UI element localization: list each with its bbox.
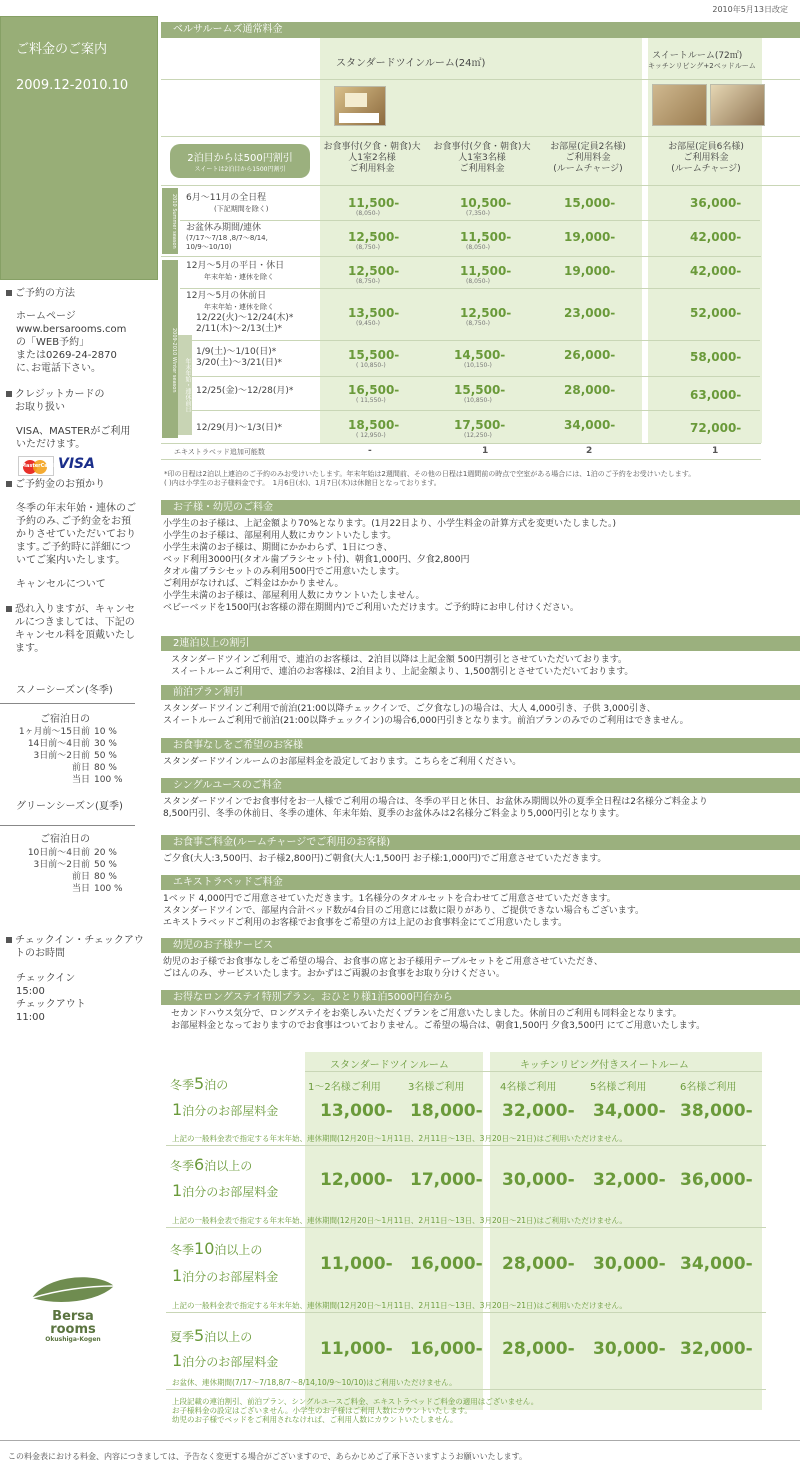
winter-season-text: 2009-2010 Winter season xyxy=(171,327,177,393)
rate-cell: 15,000- xyxy=(564,196,616,210)
checkin-info: チェックイン 15:00 チェックアウト 11:00 xyxy=(16,973,86,1023)
visa-logo: VISA xyxy=(58,456,95,472)
std-room-photo xyxy=(334,86,386,126)
section-bar-normal-rates: ベルサルームズ通常料金 xyxy=(161,22,800,38)
section-bar: シングルユースのご料金 xyxy=(161,778,800,793)
section-body: スタンダードツインでお食事付をお一人様でご利用の場合は、冬季の平日と休日、お盆休み期間以外の夏季全日程は2名様分ご料金より 8,500円引、冬季の休前日、冬季の連休、年末年始、夏季のお盆休みは2名様分ご料金より5,000円引となります。 xyxy=(163,797,708,819)
rate-row-dates: 12/22(火)〜12/24(木)* 2/11(木)〜2/13(土)* xyxy=(196,313,294,334)
checkin-title: チェックイン・チェックアウ トのお時間 xyxy=(6,934,144,960)
rate-row-label: 1/9(土)〜1/10(日)* 3/20(土)〜3/21(日)* xyxy=(196,347,282,368)
suite-room-photo-1 xyxy=(652,84,707,126)
page-title: ご料金のご案内 xyxy=(16,42,108,57)
ls-plan-title: 冬季10泊以上の xyxy=(170,1239,263,1258)
rate-cell: 10,500- xyxy=(460,196,512,210)
ls-std-head: スタンダードツインルーム xyxy=(330,1060,449,1071)
ls-plan-title: 冬季5泊の xyxy=(170,1074,229,1093)
suite-room-desc: キッチンリビング+2ベッドルーム xyxy=(648,62,756,70)
section-body: ご夕食(大人:3,500円、お子様2,800円)ご朝食(大人:1,500円 お子様:1,000円)でご用意させていただきます。 xyxy=(163,854,607,864)
rate-row-label: お盆休み期間/連休 (7/17〜7/18 ,8/7〜8/14, 10/9〜10/10) xyxy=(186,223,268,251)
section-bar: お食事なしをご希望のお客様 xyxy=(161,738,800,753)
footnote: *印の日程は2泊以上連泊のご予約のみお受けいたします。年末年始は2週間前、その他の日程は1週間前の時点で空室がある場合には、1泊のご予約をお受けいたします。 ( )内は小学生のお子様料金です。 1月6日(水)、1月7日(木)は休館日となっております。 xyxy=(164,470,696,487)
section-body: スタンダードツインご利用で、連泊のお客様は、2泊目以降は上記金額 500円割引とさせていただいております。 スイートルームご利用で、連泊のお客様は、2泊目より、上記金額より、1,500割引とさせていただいております。 xyxy=(171,655,634,677)
cancel-info: 恐れ入りますが、キャンセ ルにつきましては、下記の キャンセル料を頂戴いたし ます。 xyxy=(6,603,135,655)
green-head: ご宿泊日の xyxy=(40,834,90,845)
extra-bed-label: エキストラベッド追加可能数 xyxy=(174,448,265,456)
credit-info: VISA、MASTERがご利用 いただけます。 xyxy=(16,426,131,450)
section-bar: 幼児のお子様サービス xyxy=(161,938,800,953)
revision-date: 2010年5月13日改定 xyxy=(712,5,788,14)
period-label: 2009.12-2010.10 xyxy=(16,78,129,93)
snow-head: ご宿泊日の xyxy=(40,714,90,725)
col-head-2: お食事付(夕食・朝食)大 人1室3名様 ご利用料金 xyxy=(433,142,531,174)
reserve-title: ご予約の方法 xyxy=(6,287,75,300)
col-head-3: お部屋(定員2名様) ご利用料金 (ルームチャージ) xyxy=(550,142,626,174)
section-body: 1ベッド 4,000円でご用意させていただきます。1名様分のタオルセットを合わせてご用意させていただきます。 スタンダードツインで、部屋内合計ベッド数が4台目のご用意には数に限りがあり、ご提供できない場合もございます。 エキストラベッドご利用のお客様でお食事をご希望の方は上記のお食事料金にてご用意いたします。 xyxy=(163,894,645,928)
credit-title: クレジットカードの お取り扱い xyxy=(6,388,104,414)
section-body: スタンダードツインルームのお部屋料金を設定しております。こちらをご利用ください。 xyxy=(163,757,522,767)
ls-suite-head: キッチンリビング付きスイートルーム xyxy=(520,1060,689,1071)
ls-bottom-notes: 上段記載の連泊割引、前泊プラン、シングルユースご料金、エキストラベッドご料金の適用はございません。 お子様料金の設定はございません。小学生のお子様はご利用人数にカウントいたします。 幼児のお子様でベッドをご利用されなければ、ご利用人数にカウントいたしません。 xyxy=(172,1397,539,1424)
suite-room-photo-2 xyxy=(710,84,765,126)
rate-row-label: 12月〜5月の休前日 年末年始・連休を除く xyxy=(186,291,274,311)
holiday-eve-text: 年末年始・連休前日 xyxy=(184,358,191,412)
ls-plan-title: 冬季6泊以上の xyxy=(170,1155,253,1174)
section-bar: お子様・幼児のご料金 xyxy=(161,500,800,515)
discount-badge: 2泊目からは500円割引 スイートは2泊目から1500円割引 xyxy=(170,144,310,178)
cancel-title: キャンセルについて xyxy=(16,579,106,590)
rate-cell: 11,500- xyxy=(348,196,400,210)
col-head-4: お部屋(定員6名様) ご利用料金 (ルームチャージ) xyxy=(668,142,744,174)
final-note: この料金表における料金、内容につきましては、予告なく変更する場合がございますので、あらかじめご了承下さいますようお願いいたします。 xyxy=(8,1452,528,1461)
green-season-title: グリーンシーズン(夏季) xyxy=(16,801,123,812)
section-bar: お食事ご料金(ルームチャージでご利用のお客様) xyxy=(161,835,800,850)
rate-row-label: 6月〜11月の全日程 (下記期間を除く) xyxy=(186,193,269,213)
section-bar: お得なロングステイ特別プラン。おひとり様1泊5000円台から xyxy=(161,990,800,1005)
section-bar: 前泊プラン割引 xyxy=(161,685,800,700)
section-body: 幼児のお子様でお食事なしをご希望の場合、お食事の席とお子様用テーブルセットをご用意させていただき、 ごはんのみ、サービスいたします。おかずはご両親のお食事をお取り分けください。 xyxy=(163,957,603,979)
rate-row-label: 12/25(金)〜12/28(月)* xyxy=(196,386,294,396)
rate-row-label: 12/29(月)〜1/3(日)* xyxy=(196,423,282,433)
mastercard-logo: MasterCard xyxy=(18,456,54,476)
bersa-rooms-logo: Bersa rooms Okushiga-Kogen xyxy=(28,1272,118,1352)
col-head-1: お食事付(夕食・朝食)大 人1室2名様 ご利用料金 xyxy=(323,142,421,174)
snow-season-title: スノーシーズン(冬季) xyxy=(16,685,113,696)
section-body: スタンダードツインご利用で前泊(21:00以降チェックインで、ご夕食なし)の場合は、大人 4,000引き、子供 3,000引き、 スイートルームご利用で前泊(21:00以降チェックイン)の場合6,000円引きとなります。前泊プランのみでのご利用はできません。 xyxy=(163,704,689,726)
section-body: 小学生のお子様は、上記金額より70%となります。(1月22日より、小学生料金の計算方式を変更いたしました。) 小学生のお子様は、部屋利用人数にカウントいたします。 小学生未満のお子様は、期間にかかわらず、1日につき、 ベッド利用3000円(タオル歯ブラシセット付)、朝食1,000円、夕食2,800円 タオル歯ブラシセットのみ利用500円でご用意いたします。 ご利用がなければ、ご料金はかかりません。 小学生未満のお子様は、部屋利用人数にカウントいたしません。 ベビーベッドを1500円(お客様の滞在期間内)でご利用いただけます。ご予約時にお申し付けください。 xyxy=(163,519,616,613)
rate-cell: 36,000- xyxy=(690,196,742,210)
summer-season-text: 2010 Summer season xyxy=(171,193,177,249)
leaf-icon xyxy=(28,1272,118,1306)
section-bar: エキストラベッドご料金 xyxy=(161,875,800,890)
suite-room-title: スイートルーム(72㎡) xyxy=(652,51,743,61)
green-cancel-table: 10日前〜4日前 20 % 3日前〜2日前 50 % 前日 80 % 当日 100 % xyxy=(27,848,123,894)
deposit-info: 冬季の年末年始・連休のご 予約のみ､ご予約金をお預 かりさせていただいており ます｡ご予約時に詳細につ いてご案内いたします。 xyxy=(16,503,136,566)
rate-row-label: 12月〜5月の平日・休日 年末年始・連休を除く xyxy=(186,261,285,281)
snow-cancel-table: 1ヶ月前〜15日前 10 % 14日前〜4日前 30 % 3日前〜2日前 50 % 前日 80 % 当日 100 % xyxy=(18,727,123,785)
section-bar: 2連泊以上の割引 xyxy=(161,636,800,651)
reserve-info: ホームページ www.bersarooms.com の「WEB予約」 または0269-24-2870 に､お電話下さい。 xyxy=(16,311,127,374)
section-body: セカンドハウス気分で、ロングステイをお楽しみいただくプランをご用意いたしました。休前日のご利用も同料金となります。 お部屋料金となっておりますのでお食事はついておりません。ご希望の場合は、朝食1,500円 夕食3,500円 にてご用意いたします。 xyxy=(171,1009,706,1031)
ls-plan-title: 夏季5泊以上の xyxy=(170,1326,253,1345)
std-room-title: スタンダードツインルーム(24㎡) xyxy=(336,58,486,69)
deposit-title: ご予約金のお預かり xyxy=(6,478,105,491)
